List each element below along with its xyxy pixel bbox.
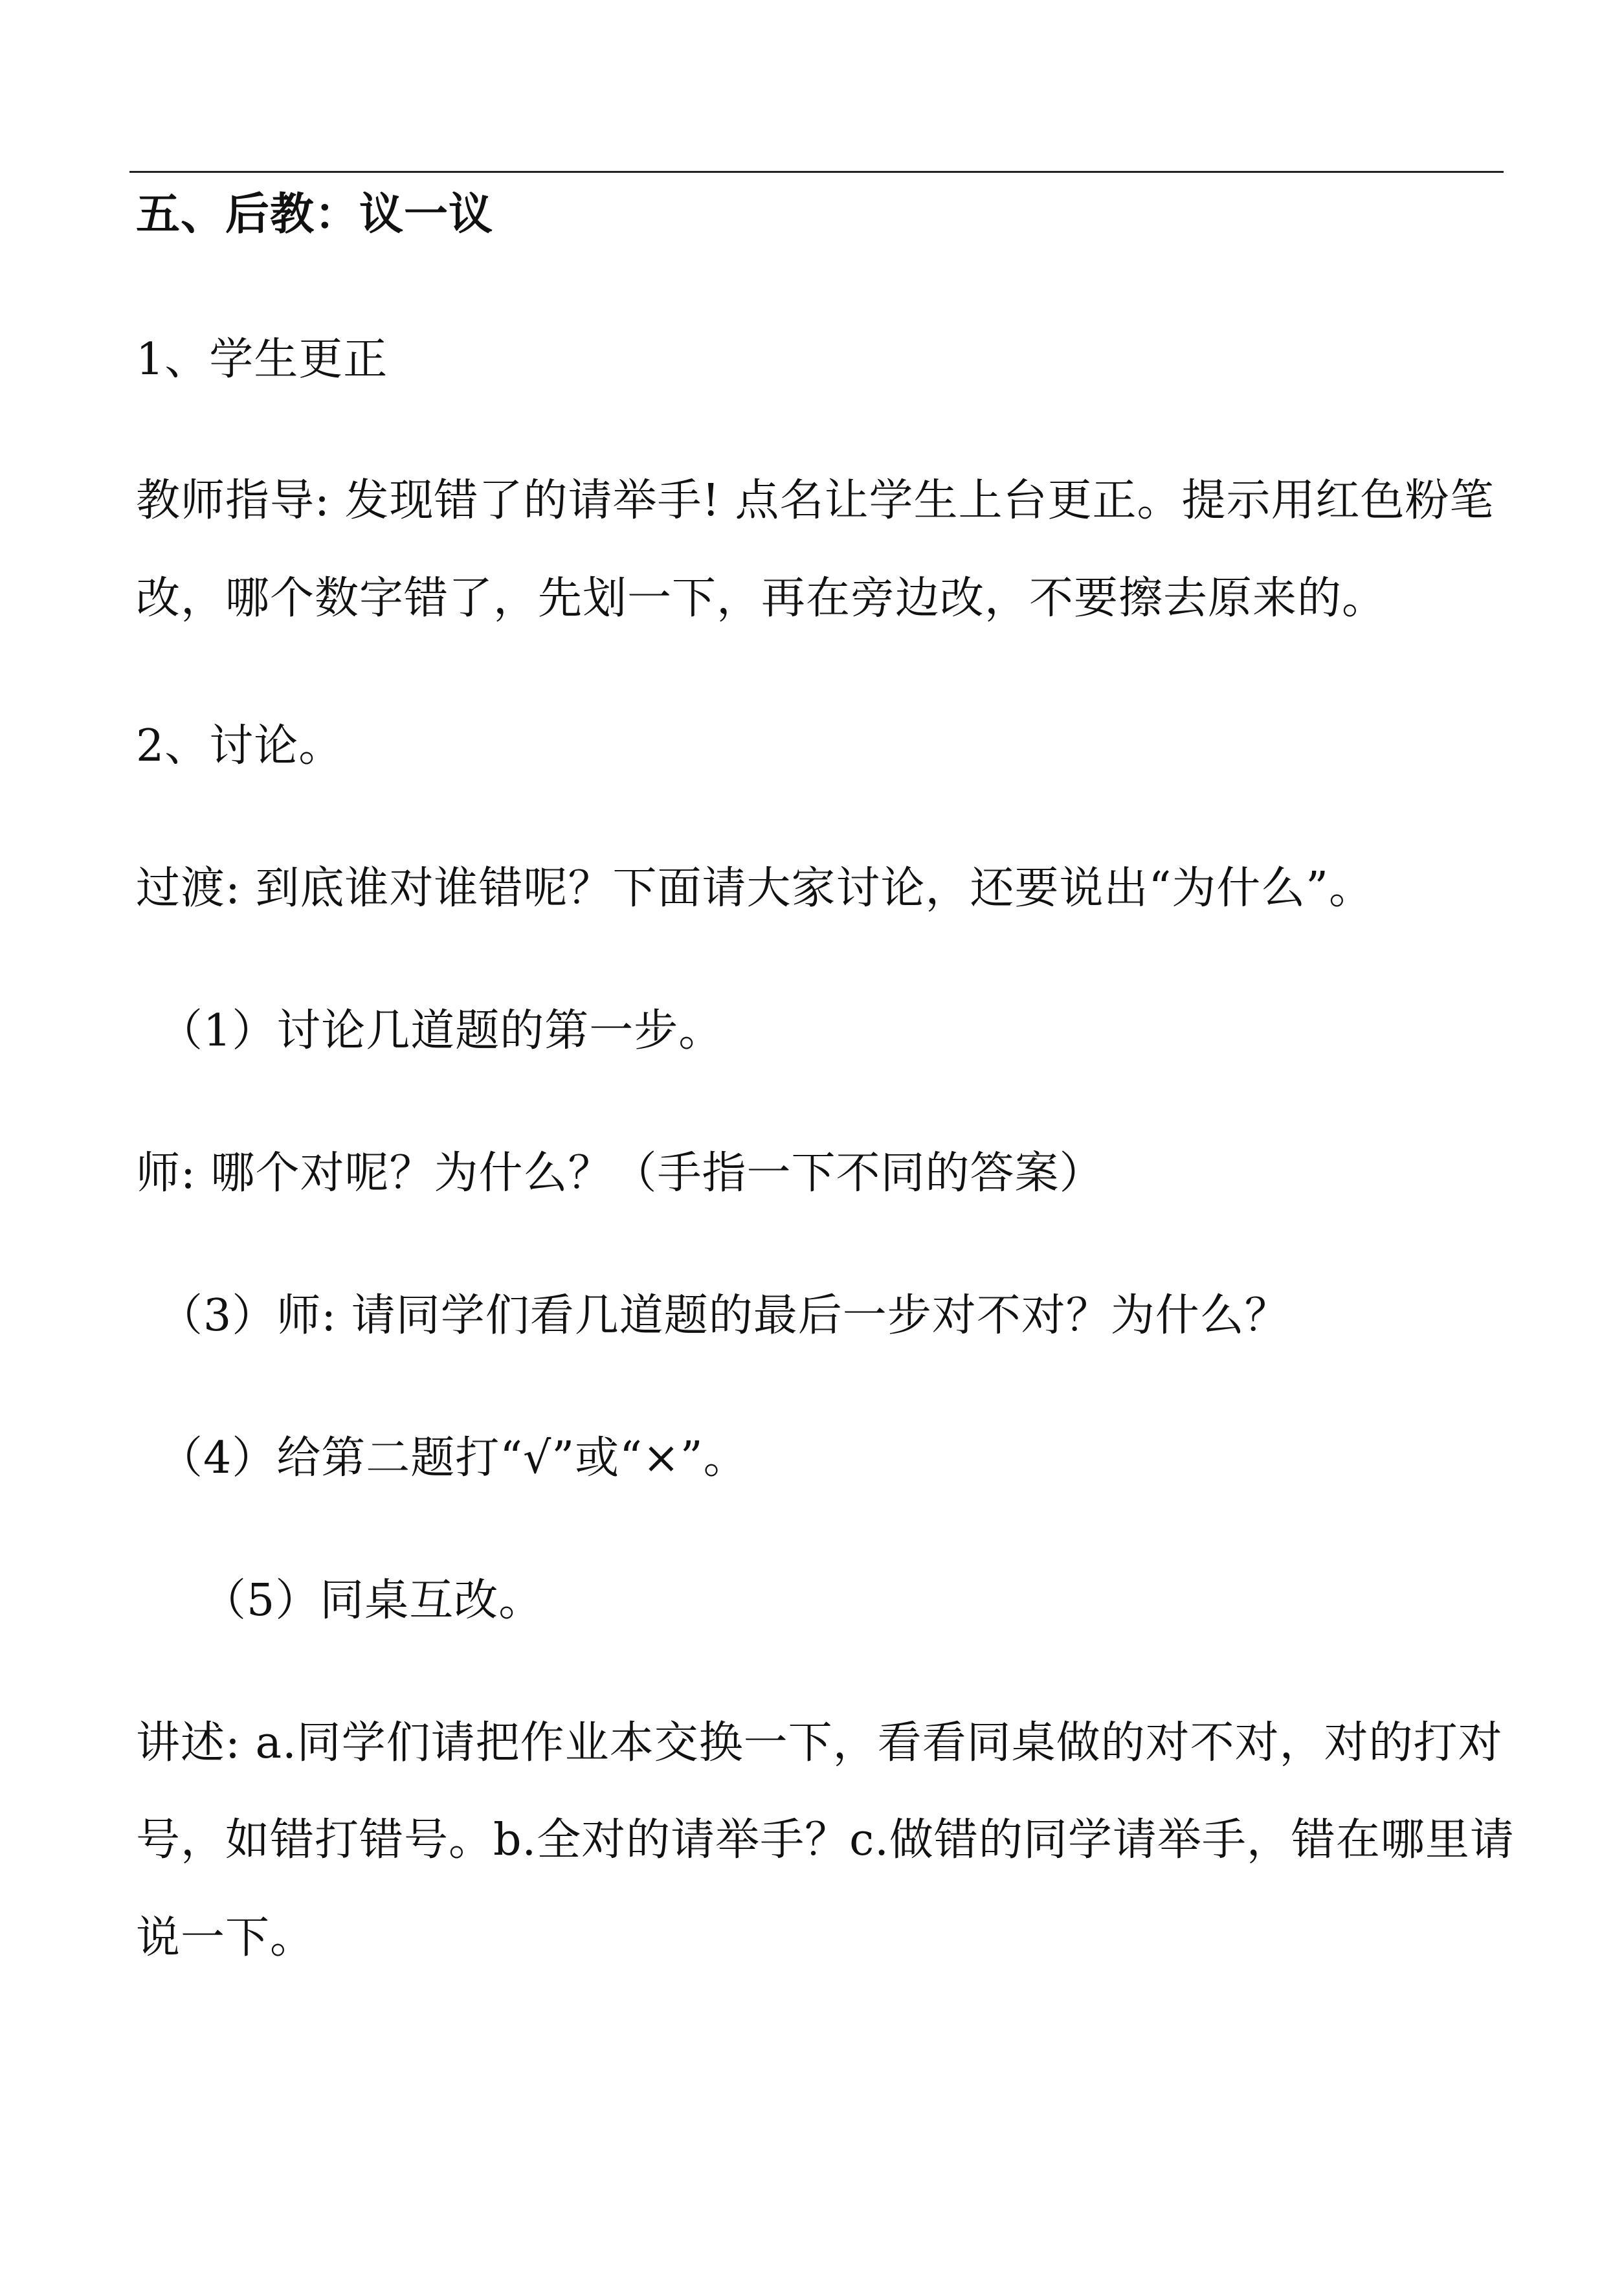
paragraph-line: 改，哪个数字错了，先划一下，再在旁边改，不要擦去原来的。 [136, 573, 1387, 624]
paragraph-line: 过渡: 到底谁对谁错呢？下面请大家讨论，还要说出“为什么”。 [136, 863, 1374, 914]
item-2-title: 2、讨论。 [136, 721, 344, 772]
sub-item-4: （4）给第二题打“√”或“×”。 [159, 1433, 748, 1484]
section-heading: 五、后教：议一议 [136, 189, 494, 240]
paragraph-line: 教师指导: 发现错了的请举手! 点名让学生上台更正。提示用红色粉笔 [136, 475, 1495, 526]
item-1-title: 1、学生更正 [136, 334, 388, 385]
sub-item-3: （3）师: 请同学们看几道题的最后一步对不对？为什么？ [159, 1290, 1289, 1341]
paragraph-line: 师: 哪个对呢？为什么？（手指一下不同的答案） [136, 1148, 1104, 1199]
sub-item-5: （5）同桌互改。 [202, 1575, 544, 1626]
paragraph-line: 说一下。 [136, 1912, 315, 1963]
paragraph-line: 号，如错打错号。b.全对的请举手？c.做错的同学请举手，错在哪里请 [136, 1815, 1515, 1866]
paragraph-line: 讲述: a.同学们请把作业本交换一下，看看同桌做的对不对，对的打对 [136, 1717, 1503, 1769]
sub-item-1: （1）讨论几道题的第一步。 [159, 1005, 724, 1057]
header-rule [129, 171, 1504, 173]
